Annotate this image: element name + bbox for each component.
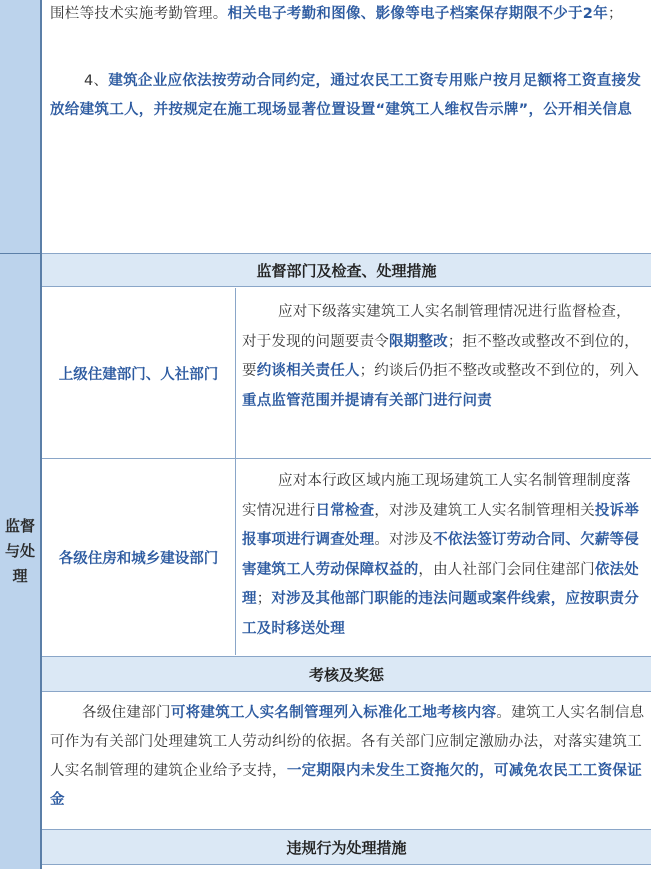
content-area: [42, 0, 651, 869]
section-label-supervision: 监督 与处 理: [4, 517, 35, 585]
row-text-superior-depts: 应对下级落实建筑工人实名制管理情况进行监督检查，对于发现的问题要责令限期整改；拒不整改或整改不到位的，要约谈相关责任人；约谈后仍拒不整改或整改不到位的，列入重点监管范围并提请有关部门进行问责: [242, 304, 639, 409]
assessment-section: [42, 693, 651, 827]
left-column-top: [0, 0, 42, 253]
table-row-housing-depts: [42, 459, 651, 655]
header-supervision: 监督部门及检查、处理措施: [42, 253, 651, 287]
table-row-superior-depts: [42, 288, 651, 458]
row-label-superior-depts: 上级住建部门、人社部门: [42, 288, 236, 458]
row-label-housing-depts: 各级住房和城乡建设部门: [42, 459, 236, 655]
header-violation: 违规行为处理措施: [42, 829, 651, 865]
top-paragraph-item-4: 4、建筑企业应依法按劳动合同约定，通过农民工工资专用账户按月足额将工资直接发放给建筑工人，并按规定在施工现场显著位置设置“建筑工人维权告示牌”，公开相关信息: [50, 73, 642, 118]
row-text-housing-depts: 应对本行政区域内施工现场建筑工人实名制管理制度落实情况进行日常检查，对涉及建筑工人实名制管理相关投诉举报事项进行调查处理。对涉及不依法签订劳动合同、欠薪等侵害建筑工人劳动保障权益的，由人社部门会同住建部门依法处理；对涉及其他部门职能的违法问题或案件线索，应按职责分工及时移送处理: [242, 473, 639, 637]
header-assessment: 考核及奖惩: [42, 656, 651, 692]
assessment-paragraph: 各级住建部门可将建筑工人实名制管理列入标准化工地考核内容。建筑工人实名制信息可作为有关部门处理建筑工人劳动纠纷的依据。各有关部门应制定激励办法，对落实建筑工人实名制管理的建筑企业给予支持，一定期限内未发生工资拖欠的，可减免农民工工资保证金: [50, 705, 645, 808]
top-section: [42, 0, 651, 253]
top-paragraph-1: 围栏等技术实施考勤管理。相关电子考勤和图像、影像等电子档案保存期限不少于2年；: [50, 6, 623, 22]
left-column-supervision: [0, 253, 42, 869]
